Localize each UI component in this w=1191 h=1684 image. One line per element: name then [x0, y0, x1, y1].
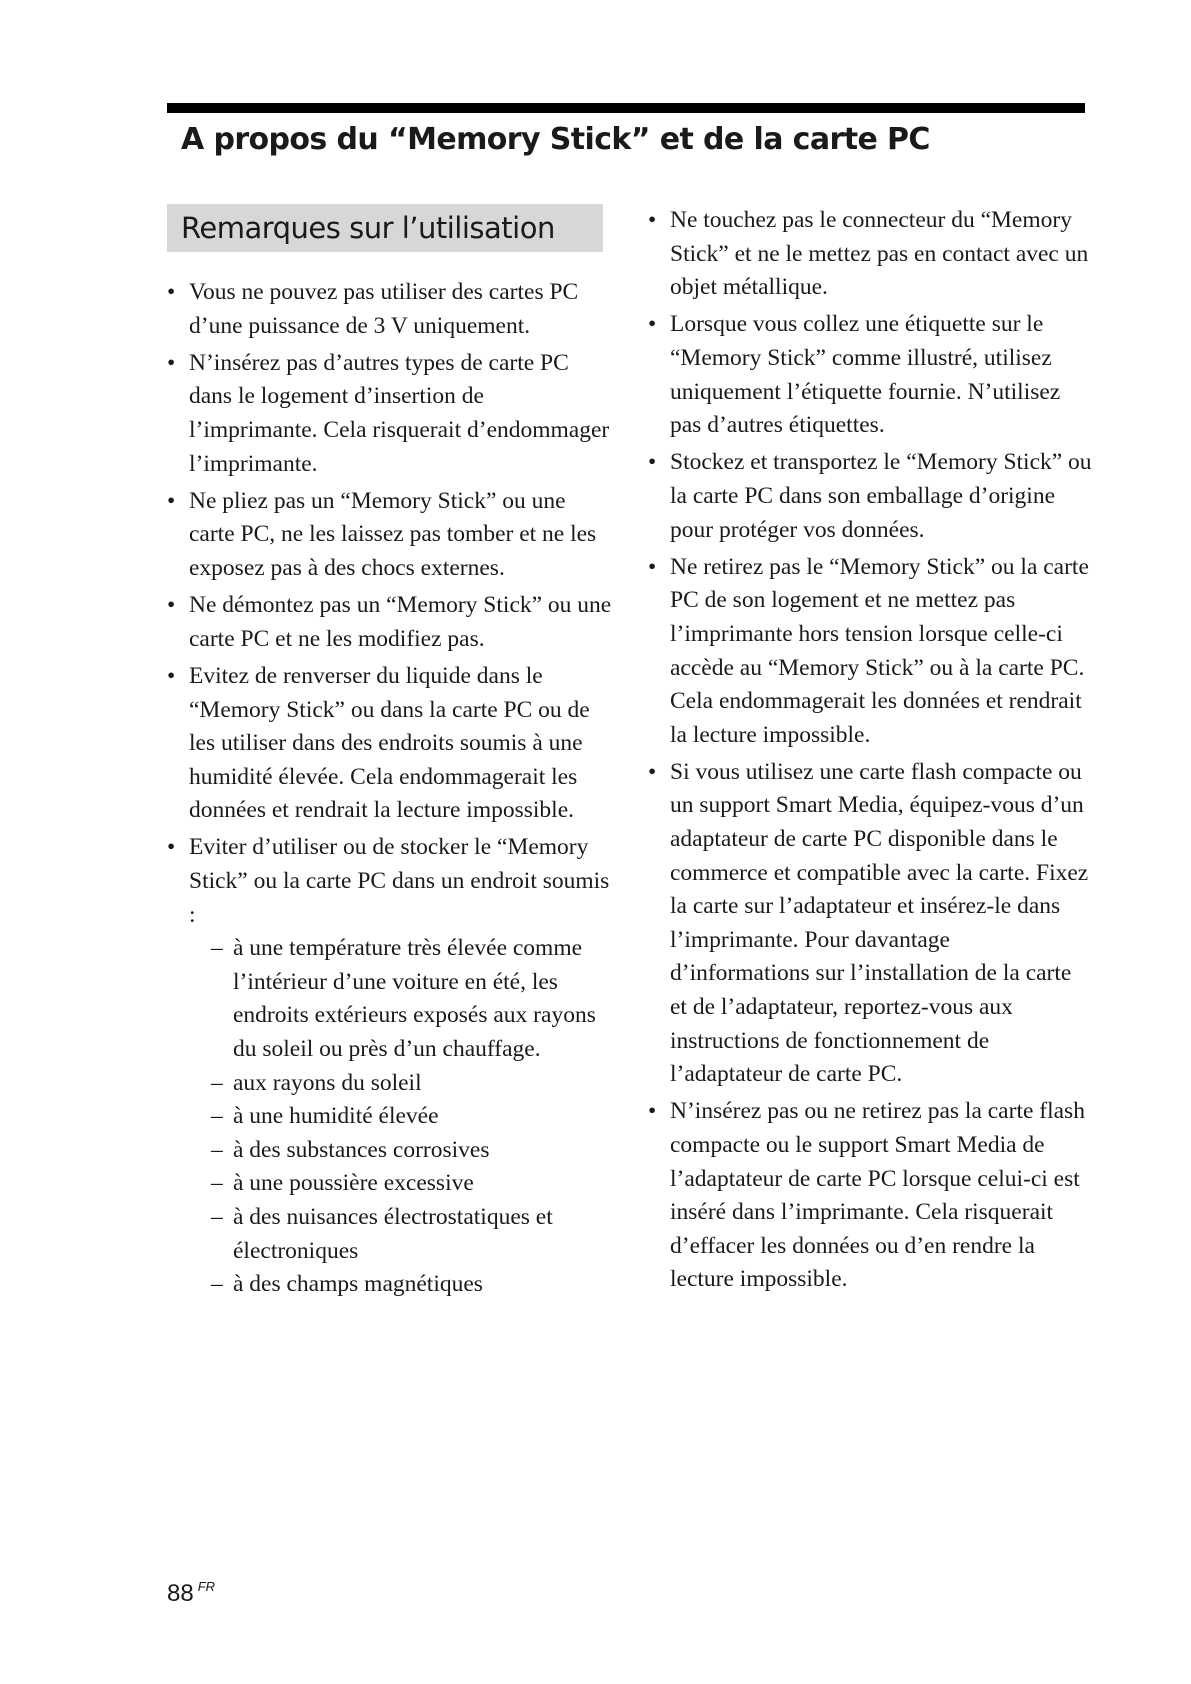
sub-list-item: – à une poussière excessive	[189, 1167, 612, 1201]
list-item: • Si vous utilisez une carte flash compacte ou un support Smart Media, équipez-vous d’un adaptateur de carte PC disponible dans le commerce et compatible avec la carte. Fixez la carte sur l’adaptateur et insérez-le dans l’imprimante. Pour davantage d’informations sur l’installation de la carte et de l’adaptateur, reportez-vous aux instructions de fonctionnement de l’adaptateur de carte PC.	[648, 756, 1093, 1092]
page-title: A propos du “Memory Stick” et de la carte PC	[181, 122, 930, 157]
list-item: • N’insérez pas d’autres types de carte PC dans le logement d’insertion de l’imprimante. Cela risquerait d’endommager l’imprimante.	[167, 347, 612, 481]
sub-list-item: – à une humidité élevée	[189, 1100, 612, 1134]
sub-list-item: – à des nuisances électrostatiques et électroniques	[189, 1201, 612, 1268]
sub-list-item: – à des substances corrosives	[189, 1134, 612, 1168]
right-column	[648, 204, 1093, 1301]
section-heading-box	[167, 204, 603, 252]
sub-list	[189, 932, 612, 1302]
sub-list-item: – à une température très élevée comme l’intérieur d’une voiture en été, les endroits extérieurs exposés aux rayons du soleil ou près d’un chauffage.	[189, 932, 612, 1066]
list-item-text: Eviter d’utiliser ou de stocker le “Memory Stick” ou la carte PC dans un endroit soumis :	[189, 834, 610, 928]
list-item: • Vous ne pouvez pas utiliser des cartes PC d’une puissance de 3 V uniquement.	[167, 276, 612, 343]
sub-list-item: – aux rayons du soleil	[189, 1067, 612, 1101]
right-bullet-list	[648, 204, 1093, 1297]
list-item: • Ne démontez pas un “Memory Stick” ou une carte PC et ne les modifiez pas.	[167, 589, 612, 656]
page-number: 88	[167, 1580, 194, 1607]
header-rule	[167, 103, 1085, 113]
list-item: • Stockez et transportez le “Memory Stick” ou la carte PC dans son emballage d’origine pour protéger vos données.	[648, 446, 1093, 547]
sub-list-item: – à des champs magnétiques	[189, 1268, 612, 1302]
list-item-with-sublist	[167, 831, 612, 1301]
page-footer	[167, 1573, 215, 1608]
list-item: • Lorsque vous collez une étiquette sur le “Memory Stick” comme illustré, utilisez uniquement l’étiquette fournie. N’utilisez pas d’autres étiquettes.	[648, 308, 1093, 442]
list-item: • Evitez de renverser du liquide dans le “Memory Stick” ou dans la carte PC ou de les utiliser dans des endroits soumis à une humidité élevée. Cela endommagerait les données et rendrait la lecture impossible.	[167, 660, 612, 828]
left-bullet-list	[167, 276, 612, 1302]
list-item: • Ne retirez pas le “Memory Stick” ou la carte PC de son logement et ne mettez pas l’imprimante hors tension lorsque celle-ci accède au “Memory Stick” ou à la carte PC. Cela endommagerait les données et rendrait la lecture impossible.	[648, 551, 1093, 753]
language-code: FR	[197, 1579, 216, 1594]
list-item: • N’insérez pas ou ne retirez pas la carte flash compacte ou le support Smart Media de l’adaptateur de carte PC lorsque celui-ci est inséré dans l’imprimante. Cela risquerait d’effacer les données ou d’en rendre la lecture impossible.	[648, 1095, 1093, 1297]
left-column	[167, 276, 612, 1305]
list-item: • Ne pliez pas un “Memory Stick” ou une carte PC, ne les laissez pas tomber et ne les exposez pas à des chocs externes.	[167, 485, 612, 586]
section-title: Remarques sur l’utilisation	[181, 211, 555, 245]
list-item: • Ne touchez pas le connecteur du “Memory Stick” et ne le mettez pas en contact avec un objet métallique.	[648, 204, 1093, 305]
